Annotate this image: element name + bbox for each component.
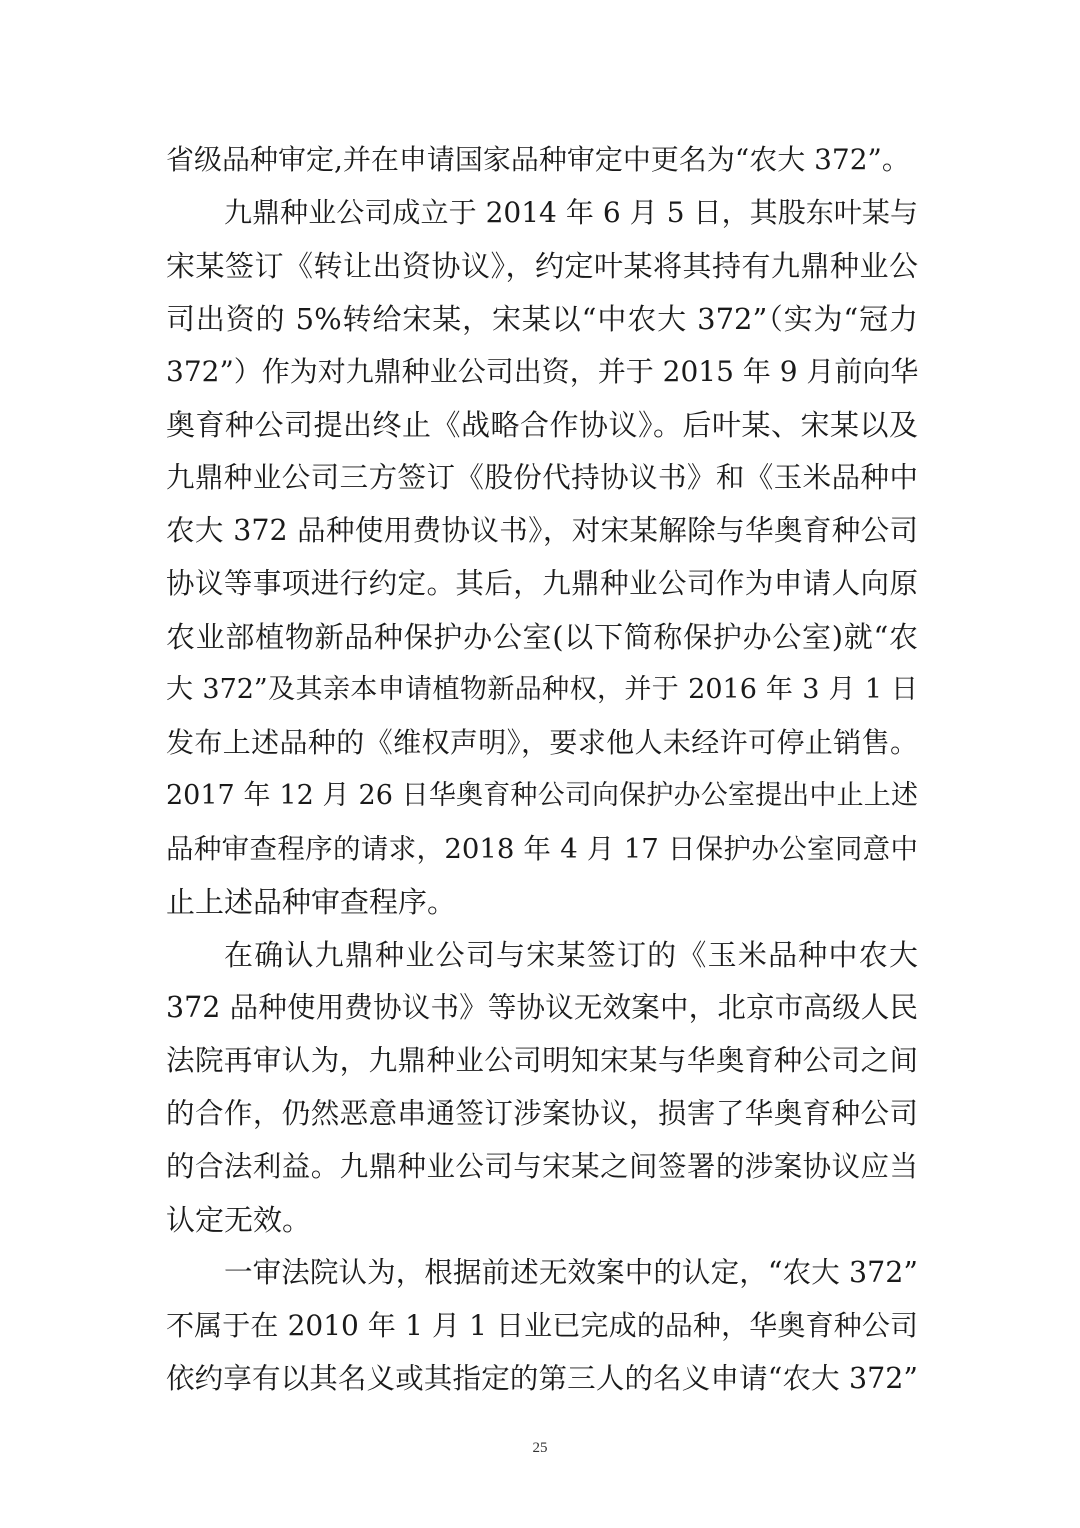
text-line: 法院再审认为，九鼎种业公司明知宋某与华奥育种公司之间 [166,1044,918,1077]
text-line: 372”）作为对九鼎种业公司出资，并于 2015 年 9 月前向华 [166,355,919,388]
text-line: 宋某签订《转让出资协议》，约定叶某将其持有九鼎种业公 [166,249,918,283]
text-line: 2017 年 12 月 26 日华奥育种公司向保护办公室提出中止上述 [166,780,918,811]
text-line: 在确认九鼎种业公司与宋某签订的《玉米品种中农大 [224,938,918,972]
text-line: 发布上述品种的《维权声明》，要求他人未经许可停止销售。 [166,726,918,759]
page-number: 25 [532,1440,548,1456]
text-line: 九鼎种业公司成立于 2014 年 6 月 5 日，其股东叶某与 [224,196,918,229]
text-line: 大 372”及其亲本申请植物新品种权，并于 2016 年 3 月 1 日 [166,674,918,705]
text-line: 一审法院认为，根据前述无效案中的认定，“农大 372” [224,1256,918,1289]
text-line: 止上述品种审查程序。 [166,885,457,919]
text-line: 的合作，仍然恶意串通签订涉案协议，损害了华奥育种公司 [166,1097,918,1130]
text-line: 372 品种使用费协议书》等协议无效案中，北京市高级人民 [166,991,918,1024]
text-line: 不属于在 2010 年 1 月 1 日业已完成的品种，华奥育种公司 [166,1309,918,1342]
text-line: 认定无效。 [166,1203,312,1237]
text-line: 的合法利益。九鼎种业公司与宋某之间签署的涉案协议应当 [166,1150,918,1183]
text-line: 司出资的 5%转给宋某，宋某以“中农大 372”（实为“冠力 [166,302,918,336]
text-line: 品种审查程序的请求，2018 年 4 月 17 日保护办公室同意中 [166,833,918,865]
text-line: 省级品种审定,并在申请国家品种审定中更名为“农大 372”。 [166,143,910,176]
text-line: 农业部植物新品种保护办公室(以下简称保护办公室)就“农 [166,620,918,654]
text-line: 九鼎种业公司三方签订《股份代持协议书》和《玉米品种中 [166,461,918,494]
text-line: 奥育种公司提出终止《战略合作协议》。后叶某、宋某以及 [166,408,918,442]
text-line: 协议等事项进行约定。其后，九鼎种业公司作为申请人向原 [166,567,918,600]
text-line: 农大 372 品种使用费协议书》，对宋某解除与华奥育种公司 [166,514,918,547]
text-line: 依约享有以其名义或其指定的第三人的名义申请“农大 372” [166,1362,918,1395]
